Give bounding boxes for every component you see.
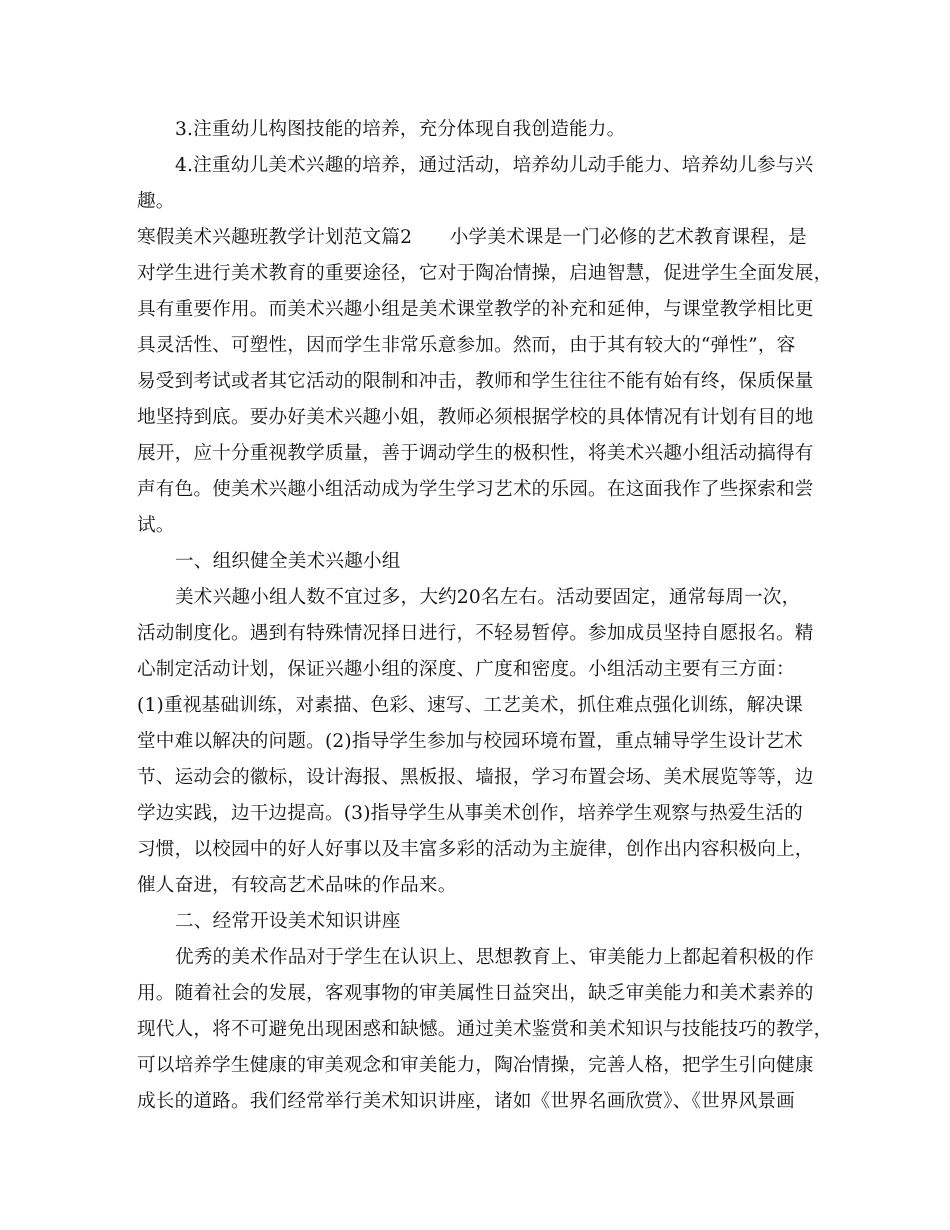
paragraph-line: 具有重要作用。而美术兴趣小组是美术课堂教学的补充和延伸，与课堂教学相比更	[137, 299, 814, 320]
paragraph-line: 用。随着社会的发展，客观事物的审美属性日益突出，缺乏审美能力和美术素养的	[137, 983, 814, 1004]
paragraph-line: 活动制度化。遇到有特殊情况择日进行，不轻易暂停。参加成员坚持自愿报名。精	[137, 623, 814, 644]
paragraph-line: 趣。	[137, 191, 175, 212]
paragraph-line: 学边实践，边干边提高。(3)指导学生从事美术创作，培养学生观察与热爱生活的	[137, 803, 803, 824]
section-heading-line: 寒假美术兴趣班教学计划范文篇2 小学美术课是一门必修的艺术教育课程，是	[137, 227, 807, 248]
paragraph-line: 成长的道路。我们经常举行美术知识讲座，诸如《世界名画欣赏》、《世界风景画	[137, 1091, 795, 1112]
paragraph-line: 声有色。使美术兴趣小组活动成为学生学习艺术的乐园。在这面我作了些探索和尝	[137, 479, 814, 500]
paragraph-line: 心制定活动计划，保证兴趣小组的深度、广度和密度。小组活动主要有三方面：	[137, 659, 795, 680]
paragraph-line: 堂中难以解决的问题。(2)指导学生参加与校园环境布置，重点辅导学生设计艺术	[137, 731, 803, 752]
subheading-line: 二、经常开设美术知识讲座	[175, 911, 401, 932]
paragraph-line: 可以培养学生健康的审美观念和审美能力，陶冶情操，完善人格，把学生引向健康	[137, 1055, 814, 1076]
paragraph-line: 展开，应十分重视教学质量，善于调动学生的极积性，将美术兴趣小组活动搞得有	[137, 443, 814, 464]
paragraph-line: 美术兴趣小组人数不宜过多，大约20名左右。活动要固定，通常每周一次，	[175, 587, 801, 608]
paragraph-line: 催人奋进，有较高艺术品味的作品来。	[137, 875, 457, 896]
paragraph-line: 具灵活性、可塑性，因而学生非常乐意参加。然而，由于其有较大的“弹性”，容	[137, 335, 796, 356]
paragraph-line: 3.注重幼儿构图技能的培养，充分体现自我创造能力。	[175, 119, 626, 140]
paragraph-line: 试。	[137, 515, 175, 536]
paragraph-line: 习惯，以校园中的好人好事以及丰富多彩的活动为主旋律，创作出内容积极向上，	[137, 839, 814, 860]
subheading-line: 一、组织健全美术兴趣小组	[175, 551, 401, 572]
paragraph-line: 节、运动会的徽标，设计海报、黑板报、墙报，学习布置会场、美术展览等等，边	[137, 767, 814, 788]
paragraph-line: 地坚持到底。要办好美术兴趣小姐，教师必须根据学校的具体情况有计划有目的地	[137, 407, 814, 428]
paragraph-line: 现代人，将不可避免出现困惑和缺憾。通过美术鉴赏和美术知识与技能技巧的教学，	[137, 1019, 833, 1040]
paragraph-line: 易受到考试或者其它活动的限制和冲击，教师和学生往往不能有始有终，保质保量	[137, 371, 814, 392]
paragraph-line: (1)重视基础训练，对素描、色彩、速写、工艺美术，抓住难点强化训练，解决课	[137, 695, 803, 716]
paragraph-line: 对学生进行美术教育的重要途径，它对于陶冶情操，启迪智慧，促进学生全面发展，	[137, 263, 833, 284]
paragraph-line: 优秀的美术作品对于学生在认识上、思想教育上、审美能力上都起着积极的作	[175, 947, 814, 968]
paragraph-line: 4.注重幼儿美术兴趣的培养，通过活动，培养幼儿动手能力、培养幼儿参与兴	[175, 155, 814, 176]
